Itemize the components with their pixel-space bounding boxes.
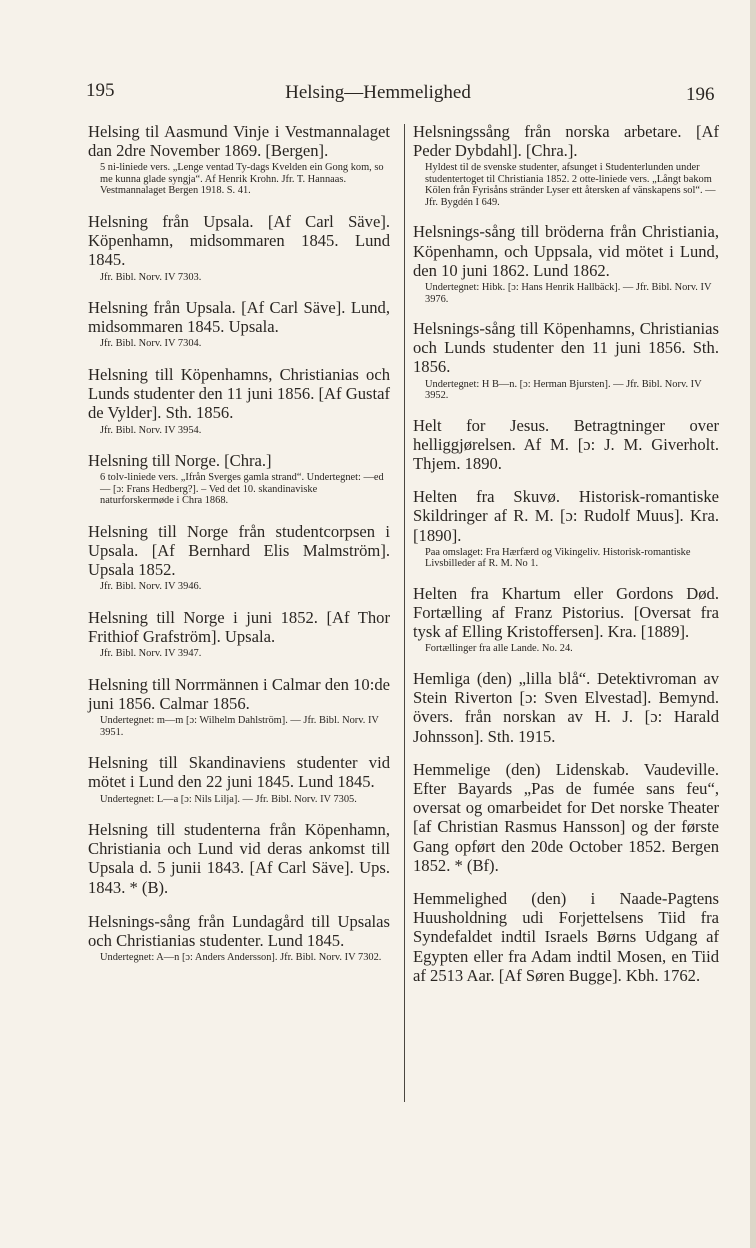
catalog-entry [413,584,719,655]
entry-title: Helsnings-sång till Köpenhamns, Christianias och Lunds studenter den 11 juni 1856. Sth. 1856. [413,319,719,377]
entry-title: Helsning till Skandinaviens studenter vid mötet i Lund den 22 juni 1845. Lund 1845. [88,753,390,792]
catalog-entry [88,912,390,964]
catalog-entry [413,669,719,746]
catalog-entry [413,889,719,985]
entry-title: Helsning från Upsala. [Af Carl Säve]. Köpenhamn, midsommaren 1845. Lund 1845. [88,211,390,270]
catalog-entry [413,319,719,402]
column-divider [404,124,405,1102]
entry-title: Helsning till Norge i juni 1852. [Af Thor Frithiof Grafström]. Upsala. [88,607,390,647]
entry-note: Paa omslaget: Fra Hærfærd og Vikingeliv. Historisk-romantiske Livsbilleder af R. M. No 1. [425,546,691,570]
entry-title: Helsnings-sång från Lundagård till Upsalas och Christianias studenter. Lund 1845. [88,911,390,951]
entry-note: Fortællinger fra alle Lande. No. 24. [425,643,573,655]
catalog-entry [88,753,390,805]
catalog-entry [88,122,390,197]
entry-note: Jfr. Bibl. Norv. IV 3946. [100,581,202,593]
entry-title: Helsnings-sång till bröderna från Christiania, Köpenhamn, och Uppsala, vid mötet i Lund, den 10 juni 1862. Lund 1862. [413,222,719,280]
entry-note: Jfr. Bibl. Norv. IV 7304. [100,338,202,350]
page-header [0,78,756,108]
entry-title: Helsning till Norge. [Chra.] [88,451,272,471]
catalog-entry [88,608,390,660]
entry-note: Undertegnet: Hibk. [ɔ: Hans Henrik Hallbäck]. — Jfr. Bibl. Norv. IV 3976. [425,282,712,305]
entry-title: Helsning till Norge från studentcorpsen i Upsala. [Af Bernhard Elis Malmström]. Upsala 1852. [88,521,390,580]
right-column [413,122,719,999]
catalog-entry [88,820,390,897]
entry-note: Undertegnet: m—m [ɔ: Wilhelm Dahlström]. — Jfr. Bibl. Norv. IV 3951. [100,715,379,738]
catalog-entry [413,487,719,570]
entry-title: Helsning till studenterna från Köpenhamn, Christiania och Lund vid deras ankomst till Upsala d. 5 junii 1843. [Af Carl Säve]. Ups. 1843. * (B). [88,820,390,897]
entry-title: Hemliga (den) „lilla blå“. Detektivroman av Stein Riverton [ɔ: Sven Elvestad]. Bemynd. övers. från norskan av H. J. [ɔ: Harald Johnsson]. Sth. 1915. [413,668,719,746]
catalog-entry [88,298,390,350]
catalog-entry [413,760,719,875]
catalog-entry [88,451,390,507]
entry-title: Helsning till Norrmännen i Calmar den 10:de juni 1856. Calmar 1856. [88,674,390,713]
catalog-entry [413,416,719,474]
entry-note: Undertegnet: H B—n. [ɔ: Herman Bjursten]. — Jfr. Bibl. Norv. IV 3952. [425,378,702,402]
entry-note: 5 ni-liniede vers. „Lenge ventad Ty-dags Kvelden ein Gong kom, so me kunna glade syngja“. Af Henrik Krohn. Jfr. T. Hannaas. Vestmannalaget Bergen 1918. S. 41. [100,162,384,197]
catalog-entry [88,365,390,436]
entry-title: Helsning från Upsala. [Af Carl Säve]. Lund, midsommaren 1845. Upsala. [88,298,390,337]
entry-title: Helsning till Köpenhamns, Christianias och Lunds studenter den 11 juni 1856. [Af Gustaf de Vylder]. Sth. 1856. [88,364,390,423]
entry-note: Jfr. Bibl. Norv. IV 3954. [100,424,202,436]
entry-title: Hemmelige (den) Lidenskab. Vaudeville. Efter Bayards „Pas de fumée sans feu“, oversat og omarbeidet for Det norske Theater [af Christian Rasmus Hansson] og der første Gang opført den 20de October 1852. Bergen 1852. * (Bf). [413,759,719,875]
catalog-entry [88,522,390,593]
entry-note: Undertegnet: A—n [ɔ: Anders Andersson]. Jfr. Bibl. Norv. IV 7302. [100,952,382,964]
entry-title: Helten fra Skuvø. Historisk-romantiske Skildringer af R. M. [ɔ: Rudolf Muus]. Kra. [1890]. [413,487,719,545]
page-number-left: 195 [86,80,115,101]
running-title: Helsing—Hemmelighed [285,82,471,103]
entry-note: Jfr. Bibl. Norv. IV 7303. [100,271,202,283]
catalog-entry [413,222,719,305]
entry-title: Helsing til Aasmund Vinje i Vestmannalaget dan 2dre November 1869. [Bergen]. [88,122,390,161]
page-number-right: 196 [686,84,715,105]
entry-note: 6 tolv-liniede vers. „Ifrån Sverges gamla strand“. Undertegnet: —ed— [ɔ: Frans Hedberg?]. – Ved det 10. skandinaviske naturforskermøde i Chra 1868. [100,472,384,507]
entry-title: Helten fra Khartum eller Gordons Død. Fortælling af Franz Pistorius. [Oversat fra tysk af Elling Kristoffersen]. Kra. [1889]. [413,583,719,642]
entry-note: Undertegnet: L—a [ɔ: Nils Lilja]. — Jfr. Bibl. Norv. IV 7305. [100,793,357,805]
entry-title: Helt for Jesus. Betragtninger over helliggjørelsen. Af M. [ɔ: J. M. Giverholt. Thjem. 1890. [413,415,719,474]
catalog-entry [88,675,390,738]
entry-title: Helsningssång från norska arbetare. [Af Peder Dybdahl]. [Chra.]. [413,122,719,161]
catalog-entry [88,212,390,283]
catalog-entry [413,122,719,208]
entry-title: Hemmelighed (den) i Naade-Pagtens Huusholdning udi Forjettelsens Tiid fra Syndefaldet indtil Israels Børns Udgang af Egypten eller fra Adam indtil Mosen, en Tiid af 2513 Aar. [Af Søren Bugge]. Kbh. 1762. [413,888,719,985]
page-edge [750,0,756,1248]
entry-note: Jfr. Bibl. Norv. IV 3947. [100,648,202,660]
entry-note: Hyldest til de svenske studenter, afsunget i Studenterlunden under studentertoget til Christiania 1852. 2 otte-liniede vers. „Långt bakom Kölen från Fyrisåns stränder Lyser ett återsken af vänskapens sol“. — Jfr. Bygdén I 649. [425,162,716,208]
left-column [88,122,390,979]
